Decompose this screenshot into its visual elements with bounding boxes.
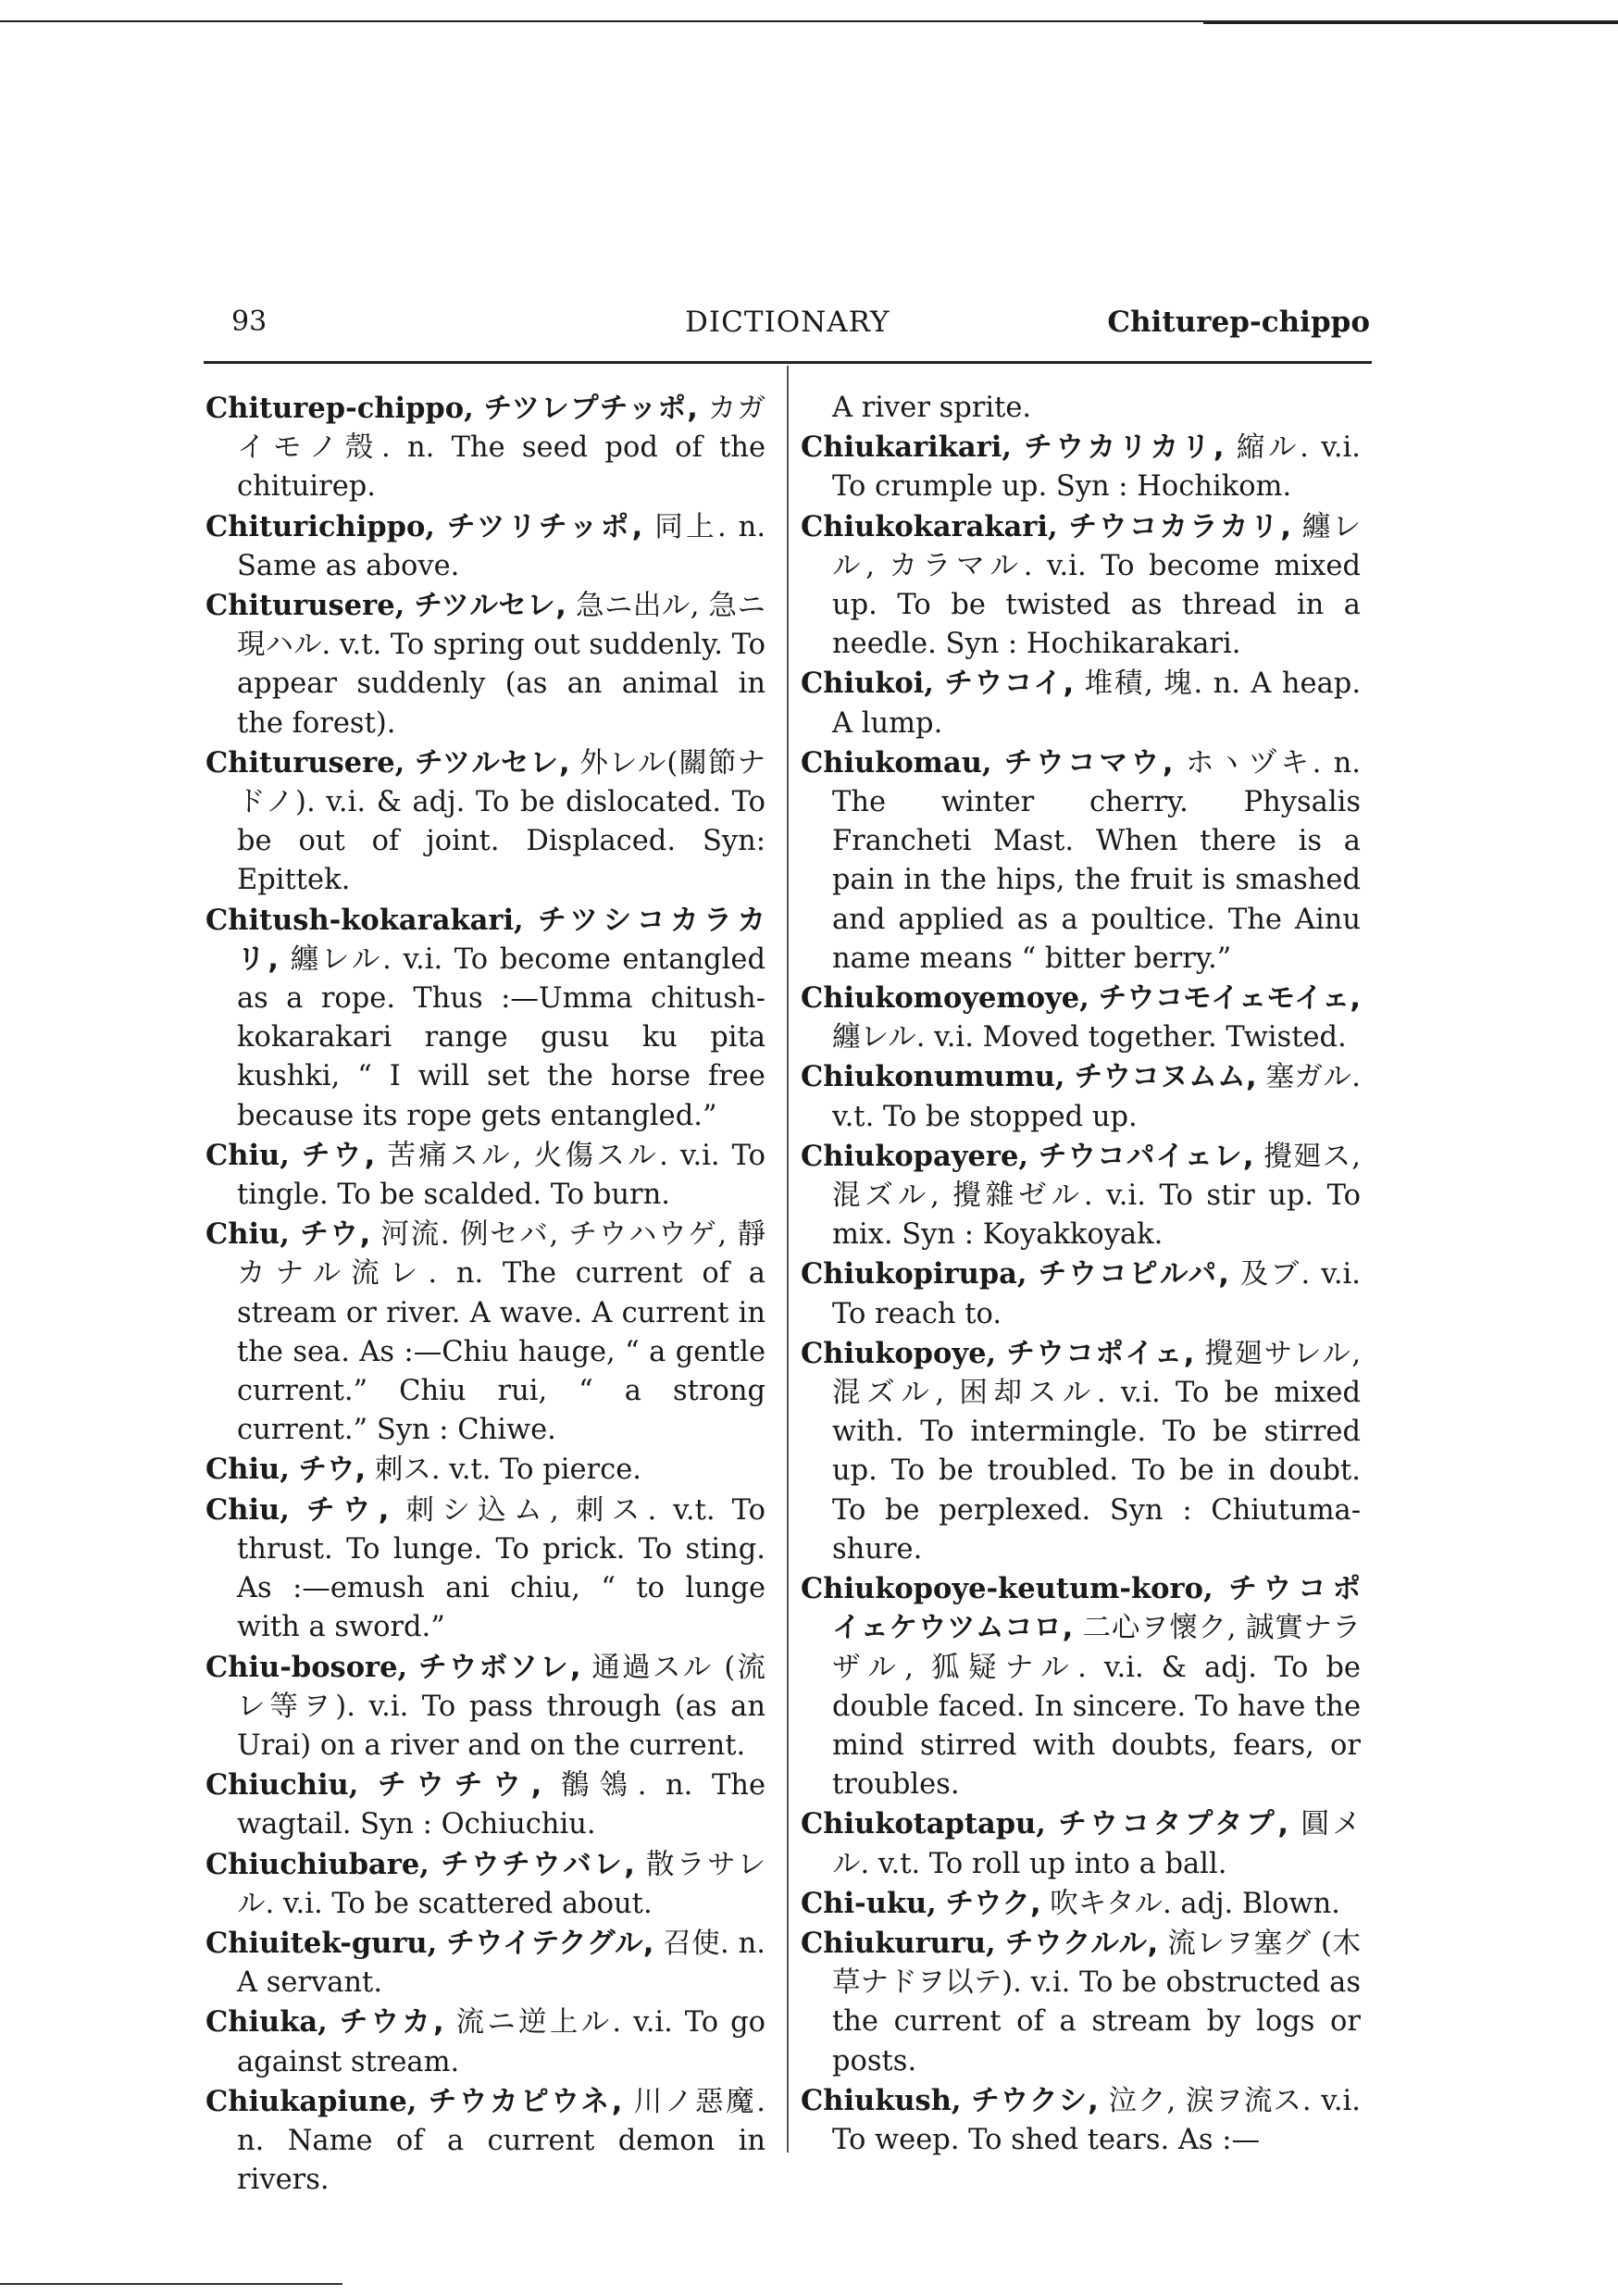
- dictionary-entry: [801, 1569, 1361, 1804]
- katakana-reading: チウチウ,: [377, 1769, 542, 1803]
- dictionary-entry: [801, 1804, 1361, 1883]
- definition: ホヽヅキ. n. The winter cherry. Physalis Francheti Mast. When there is a pain in the hips, the fruit is smashed and applied as a poultice. The Ainu name means “ bitter berry.”: [832, 746, 1361, 975]
- headword: Chiukomoyemoye,: [801, 981, 1089, 1016]
- katakana-reading: チウ,: [305, 1493, 390, 1527]
- katakana-reading: チツルセレ,: [414, 590, 566, 623]
- headword: Chiukoi,: [801, 667, 934, 701]
- definition: 堆積, 塊. n. A heap. A lump.: [832, 668, 1362, 740]
- dictionary-entry: [801, 507, 1361, 665]
- dictionary-entry: [205, 389, 765, 507]
- headword: Chitush-kokarakari,: [205, 903, 524, 937]
- headword: Chiu,: [205, 1492, 290, 1527]
- dictionary-entry: [205, 1845, 765, 1924]
- header-rule: [204, 361, 1372, 364]
- dictionary-entry: [205, 586, 765, 743]
- definition: 圓メル. v.t. To roll up into a ball.: [832, 1808, 1361, 1880]
- dictionary-entry: [801, 1924, 1361, 2081]
- katakana-reading: チウクルル,: [1004, 1927, 1159, 1960]
- dictionary-entry: [205, 2082, 765, 2201]
- dictionary-entry: [801, 1057, 1361, 1136]
- headword: Chiuka,: [205, 2005, 328, 2040]
- katakana-reading: チウコモイェモイェ,: [1098, 982, 1361, 1016]
- katakana-reading: チウ,: [298, 1454, 367, 1487]
- headword: Chiukopayere,: [801, 1139, 1028, 1173]
- headword: Chiukapiune,: [205, 2084, 417, 2118]
- top-edge-rule-right: [1203, 22, 1618, 24]
- dictionary-entry: [205, 1766, 765, 1844]
- dictionary-entry: [205, 2003, 765, 2081]
- katakana-reading: チウコタプタプ,: [1058, 1808, 1288, 1841]
- entry-continuation: A river sprite.: [832, 392, 1032, 424]
- katakana-reading: チウクシ,: [971, 2084, 1099, 2117]
- headword: Chiturep-chippo,: [205, 392, 474, 425]
- headword: Chiukururu,: [801, 1926, 996, 1960]
- definition: 纏レル, カラマル. v.i. To become mixed up. To be twisted as thread in a needle. Syn : Hochikarakari.: [832, 510, 1361, 661]
- headword: Chiu,: [205, 1453, 290, 1487]
- left-column: [205, 389, 765, 2200]
- katakana-reading: チツリチッポ,: [446, 510, 643, 543]
- definition: 通過スル (流レ等ヲ). v.i. To pass through (as an Urai) on a river and on the current.: [237, 1651, 765, 1762]
- dictionary-entry: [801, 743, 1361, 979]
- headword: Chiukopoye,: [801, 1336, 997, 1370]
- definition: 川ノ惡魔. n. Name of a current demon in rivers.: [237, 2085, 766, 2197]
- katakana-reading: チウチウバレ,: [441, 1848, 635, 1881]
- definition: 外レル(關節ナドノ). v.i. & adj. To be dislocated. To be out of joint. Displaced. Syn: Epittek.: [237, 746, 766, 897]
- definition: 苦痛スル, 火傷スル. v.i. To tingle. To be scalded. To burn.: [237, 1139, 766, 1212]
- definition: 同上. n. Same as above.: [237, 510, 766, 582]
- dictionary-entry: [205, 1924, 765, 2003]
- dictionary-entry: [801, 1137, 1361, 1255]
- headword: Chiukomau,: [801, 745, 992, 780]
- dictionary-entry: [205, 1450, 765, 1490]
- headword: Chiukush,: [801, 2083, 962, 2117]
- katakana-reading: チウボソレ,: [418, 1651, 581, 1684]
- definition: 泣ク, 涙ヲ流ス. v.i. To weep. To shed tears. As :—: [832, 2084, 1361, 2156]
- headword: Chiukopirupa,: [801, 1257, 1027, 1292]
- dictionary-entry: [205, 1648, 765, 1766]
- headword: Chiukonumumu,: [801, 1060, 1065, 1094]
- katakana-reading: チウク,: [945, 1887, 1041, 1920]
- katakana-reading: チウコヌムム,: [1074, 1061, 1257, 1094]
- dictionary-entry: [801, 1334, 1361, 1569]
- definition: 塞ガル. v.t. To be stopped up.: [832, 1061, 1362, 1133]
- definition: 刺シ込ム, 刺ス. v.t. To thrust. To lunge. To prick. To sting. As :—emush ani chiu, “ to lunge with a sword.”: [237, 1493, 765, 1644]
- headword: Chiuchiu,: [205, 1768, 359, 1803]
- headword: Chiu,: [205, 1138, 290, 1172]
- dictionary-entry: [801, 1254, 1361, 1333]
- katakana-reading: チウ,: [300, 1218, 371, 1252]
- headword: Chiukokarakari,: [801, 509, 1058, 543]
- running-title: DICTIONARY: [685, 306, 890, 339]
- page-number: 93: [231, 306, 268, 338]
- guide-word: Chiturep-chippo: [1107, 306, 1370, 339]
- definition: 攪廻ス, 混ズル, 攪雜ゼル. v.i. To stir up. To mix. Syn : Koyakkoyak.: [832, 1140, 1361, 1252]
- headword: Chiukopoye-keutum-koro,: [801, 1572, 1214, 1606]
- definition: 散ラサレル. v.i. To be scattered about.: [237, 1848, 765, 1920]
- dictionary-entry: [801, 2081, 1361, 2160]
- katakana-reading: チツレプチッポ,: [483, 393, 698, 425]
- dictionary-entry: [205, 1491, 765, 1648]
- definition: 吹キタル. adj. Blown.: [1050, 1887, 1340, 1920]
- katakana-reading: チウコパイェレ,: [1038, 1140, 1254, 1173]
- katakana-reading: チウコイ,: [944, 668, 1075, 701]
- column-divider: [787, 366, 789, 2152]
- definition: 流ニ逆上ル. v.i. To go against stream.: [237, 2006, 765, 2078]
- page-header: [231, 306, 1370, 361]
- definition: カガイモノ殼. n. The seed pod of the chituirep.: [237, 393, 766, 504]
- dictionary-entry: [205, 1215, 765, 1450]
- headword: Chiukarikari,: [801, 430, 1012, 465]
- definition: 刺ス. v.t. To pierce.: [374, 1454, 641, 1487]
- katakana-reading: チツルセレ,: [415, 746, 570, 780]
- katakana-reading: チツシコカラカリ,: [237, 904, 765, 976]
- dictionary-entry: [801, 664, 1361, 742]
- katakana-reading: チウコポイェ,: [1006, 1337, 1195, 1370]
- headword: Chiturusere,: [205, 745, 405, 780]
- definition: 纏レル. v.i. Moved together. Twisted.: [832, 1021, 1347, 1054]
- headword: Chiuitek-guru,: [205, 1926, 438, 1960]
- definition: 河流. 例セバ, チウハウゲ, 靜カナル流レ. n. The current of a stream or river. A wave. A current in the sea. As :—Chiu hauge, “ a gentle current.” Chiu rui, “ a strong current.” Syn : Chiwe.: [237, 1218, 765, 1447]
- dictionary-entry: [801, 979, 1361, 1057]
- katakana-reading: チウコカラカリ,: [1068, 510, 1291, 543]
- katakana-reading: チウ,: [301, 1139, 376, 1172]
- katakana-reading: チウカピウネ,: [428, 2085, 623, 2118]
- dictionary-entry: [205, 1136, 765, 1215]
- definition: 二心ヲ懷ク, 誠實ナラザル, 狐疑ナル. v.i. & adj. To be double faced. In sincere. To have the mind stirred with doubts, fears, or troubles.: [832, 1612, 1361, 1802]
- definition: 攪廻サレル, 混ズル, 困却スル. v.i. To be mixed with. To intermingle. To be stirred up. To be troubled. To be in doubt. To be perplexed. Syn : Chiutuma-shure.: [832, 1337, 1362, 1566]
- dictionary-entry: [801, 428, 1361, 506]
- katakana-reading: チウコピルパ,: [1038, 1258, 1229, 1292]
- katakana-reading: チウコマウ,: [1003, 746, 1174, 780]
- headword: Chiukotaptapu,: [801, 1807, 1046, 1841]
- definition: 鶺鴒. n. The wagtail. Syn : Ochiuchiu.: [237, 1769, 765, 1841]
- headword: Chiu-bosore,: [205, 1650, 408, 1684]
- definition: 召使. n. A servant.: [237, 1927, 765, 2000]
- headword: Chiturichippo,: [205, 509, 435, 543]
- bottom-edge-rule: [0, 2283, 342, 2285]
- dictionary-entry: [801, 1884, 1361, 1924]
- right-column: [801, 389, 1361, 2160]
- katakana-reading: チウカリカリ,: [1024, 431, 1225, 465]
- headword: Chi-uku,: [801, 1886, 937, 1920]
- definition: 縮ル. v.i. To crumple up. Syn : Hochikom.: [832, 431, 1361, 504]
- katakana-reading: チウカ,: [339, 2006, 444, 2040]
- definition: 纏レル. v.i. To become entangled as a rope. Thus :—Umma chitush-kokarakari range gusu ku pita kushki, “ I will set the horse free because its rope gets entangled.”: [237, 942, 765, 1132]
- dictionary-entry: [205, 507, 765, 586]
- katakana-reading: チウコポイェケウツムコロ,: [832, 1573, 1362, 1645]
- dictionary-entry: [205, 743, 765, 901]
- dictionary-entry: [205, 901, 765, 1136]
- definition: 急ニ出ル, 急ニ現ハル. v.t. To spring out suddenly. To appear suddenly (as an animal in the forest).: [237, 590, 765, 740]
- headword: Chiturusere,: [205, 589, 405, 623]
- definition: 及ブ. v.i. To reach to.: [832, 1258, 1362, 1330]
- definition: 流レヲ塞グ (木草ナドヲ以テ). v.i. To be obstructed as the current of a stream by logs or posts.: [832, 1927, 1361, 2078]
- headword: Chiu,: [205, 1217, 290, 1252]
- katakana-reading: チウイテクグル,: [446, 1927, 654, 1960]
- headword: Chiuchiubare,: [205, 1847, 429, 1881]
